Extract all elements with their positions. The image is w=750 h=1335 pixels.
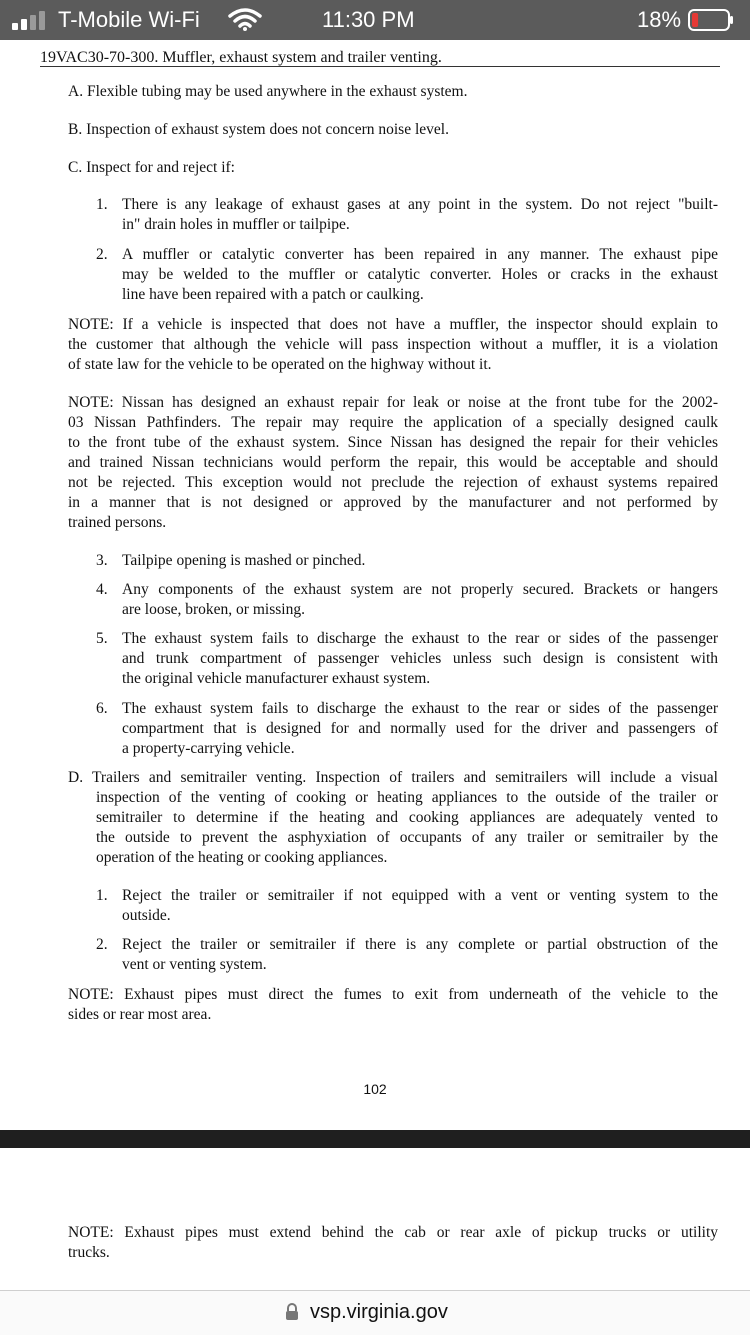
- status-time: 11:30 PM: [322, 7, 415, 32]
- signal-bars-icon: [12, 10, 52, 30]
- list-item-text: a property-carrying vehicle.: [122, 740, 295, 757]
- list-item-text: The exhaust system fails to discharge the exhaust to the rear or sides of the passenger: [122, 700, 718, 717]
- note-text: not be rejected. This exception would not preclude the rejection of exhaust systems repaired: [68, 474, 718, 491]
- carrier-name: T-Mobile Wi-Fi: [58, 7, 200, 32]
- list-item-text: are loose, broken, or missing.: [122, 601, 305, 618]
- status-bar: [0, 0, 750, 40]
- note-text: sides or rear most area.: [68, 1006, 212, 1023]
- note-text: trucks.: [68, 1244, 110, 1261]
- list-item-text: line have been repaired with a patch or caulking.: [122, 286, 424, 303]
- list-item-text: Any components of the exhaust system are not properly secured. Brackets or hangers: [122, 581, 718, 598]
- list-number: 2.: [96, 936, 108, 953]
- list-item-text: in" drain holes in muffler or tailpipe.: [122, 216, 350, 233]
- note-text: and trained Nissan technicians would perform the repair, this would be acceptable and should: [68, 454, 718, 471]
- list-item-text: A muffler or catalytic converter has been repaired in any manner. The exhaust pipe: [122, 246, 718, 263]
- note-text: NOTE: Exhaust pipes must direct the fumes to exit from underneath of the vehicle to the: [68, 986, 718, 1003]
- note-text: to the front tube of the exhaust system. Since Nissan has designed the repair for their vehicles: [68, 434, 718, 451]
- list-item-text: may be welded to the muffler or catalytic converter. Holes or cracks in the exhaust: [122, 266, 718, 283]
- list-item-text: Tailpipe opening is mashed or pinched.: [122, 552, 366, 569]
- list-item-text: the original vehicle manufacturer exhaust system.: [122, 670, 431, 687]
- note-text: of state law for the vehicle to be operated on the highway without it.: [68, 356, 492, 373]
- note-text: the customer that although the vehicle will pass inspection without a muffler, it is a violation: [68, 336, 718, 353]
- list-number: 5.: [96, 630, 108, 647]
- list-number: 1.: [96, 887, 108, 904]
- note-text: NOTE: If a vehicle is inspected that does not have a muffler, the inspector should explain to: [68, 316, 718, 333]
- note-text: trained persons.: [68, 514, 167, 531]
- list-number: 6.: [96, 700, 108, 717]
- list-number: 3.: [96, 552, 108, 569]
- list-item-text: outside.: [122, 907, 171, 924]
- list-number: 1.: [96, 196, 108, 213]
- paragraph-d: D. Trailers and semitrailer venting. Inspection of trailers and semitrailers will include a visual: [68, 769, 718, 786]
- list-item-text: Reject the trailer or semitrailer if not equipped with a vent or venting system to the: [122, 887, 718, 904]
- list-number: 2.: [96, 246, 108, 263]
- note-text: NOTE: Exhaust pipes must extend behind the cab or rear axle of pickup trucks or utility: [68, 1224, 718, 1241]
- url-text[interactable]: vsp.virginia.gov: [310, 1301, 448, 1323]
- paragraph-d: the outside to prevent the asphyxiation of occupants of any trailer or semitrailer by the: [96, 829, 718, 846]
- paragraph-b: B. Inspection of exhaust system does not concern noise level.: [68, 121, 449, 138]
- page-divider: [0, 1130, 750, 1148]
- paragraph-a: A. Flexible tubing may be used anywhere in the exhaust system.: [68, 83, 468, 100]
- list-item-text: There is any leakage of exhaust gases at any point in the system. Do not reject "built-: [122, 196, 718, 213]
- list-item-text: and trunk compartment of passenger vehicles unless such design is consistent with: [122, 650, 718, 667]
- note-text: in a manner that is not designed or approved by the manufacturer and not performed by: [68, 494, 718, 511]
- list-number: 4.: [96, 581, 108, 598]
- section-heading: 19VAC30-70-300. Muffler, exhaust system and trailer venting.: [40, 49, 442, 66]
- battery-percentage: 18%: [637, 7, 682, 32]
- paragraph-d: operation of the heating or cooking appliances.: [96, 849, 388, 866]
- list-item-text: compartment that is designed for and normally used for the driver and passengers of: [122, 720, 718, 737]
- note-text: 03 Nissan Pathfinders. The repair may require the application of a specially designed caulk: [68, 414, 718, 431]
- heading-rule: [40, 66, 720, 67]
- page-number: 102: [363, 1081, 387, 1097]
- note-text: NOTE: Nissan has designed an exhaust repair for leak or noise at the front tube for the 2002-: [68, 394, 718, 411]
- list-item-text: Reject the trailer or semitrailer if there is any complete or partial obstruction of the: [122, 936, 718, 953]
- paragraph-d: semitrailer to determine if the heating and cooking appliances are adequately vented to: [96, 809, 718, 826]
- list-item-text: The exhaust system fails to discharge the exhaust to the rear or sides of the passenger: [122, 630, 718, 647]
- battery-icon: [688, 9, 734, 31]
- list-item-text: vent or venting system.: [122, 956, 267, 973]
- lock-icon: [285, 1303, 299, 1321]
- paragraph-c: C. Inspect for and reject if:: [68, 159, 235, 176]
- paragraph-d: inspection of the venting of cooking or heating appliances to the outside of the trailer or: [96, 789, 718, 806]
- wifi-icon: [228, 8, 262, 32]
